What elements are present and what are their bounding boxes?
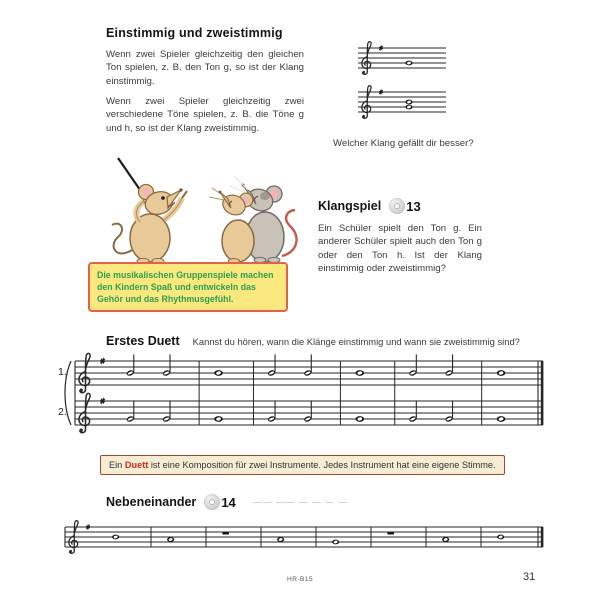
nebeneinander-heading-row xyxy=(106,494,348,510)
page-number: 31 xyxy=(523,571,536,583)
tip-box: Die musikalischen Gruppenspiele machen den Kindern Spaß und entwickeln das Gehör und das Rhythmusgefühl. xyxy=(88,262,288,312)
duett-info-term: Duett xyxy=(124,460,149,470)
cd-track-number: 13 xyxy=(406,198,421,214)
klangspiel-text: Ein Schüler spielt den Ton g. Ein anderer Schüler spielt auch den Ton g oder den Ton h. Ist der Klang einstimmig oder zweistimmig? xyxy=(318,223,482,275)
duett-info-prefix: Ein xyxy=(109,460,125,470)
staff-example-unison xyxy=(350,42,452,78)
footer-code: HR-B15 xyxy=(287,576,314,583)
tan-singer-mouse xyxy=(209,188,254,263)
duett-info-box xyxy=(100,455,505,475)
voice1-label: 1. xyxy=(58,366,67,378)
intro-paragraph-1: Wenn zwei Spieler gleichzeitig den gleichen Ton spielen, z. B. den Ton g, so ist der Klang einstimmig. xyxy=(106,49,304,87)
cd-icon xyxy=(389,198,405,214)
cd-icon xyxy=(204,494,220,510)
duet-staff-system xyxy=(55,353,550,437)
duett-heading: Erstes Duett xyxy=(106,334,180,348)
mice-illustration xyxy=(88,148,300,262)
klangspiel-heading: Klangspiel xyxy=(318,199,382,213)
intro-paragraph-2: Wenn zwei Spieler gleichzeitig zwei verschiedene Töne spielen, z. B. die Töne g und h, so ist der Klang zweistimmig. xyxy=(106,96,304,134)
placeholder-dashes: —— —— — — — — xyxy=(253,497,349,507)
page-title: Einstimmig und zweistimmig xyxy=(106,26,283,40)
duett-heading-row xyxy=(106,334,520,348)
example-question: Welcher Klang gefällt dir besser? xyxy=(333,138,474,149)
voice2-label: 2. xyxy=(58,406,67,418)
klangspiel-heading-row xyxy=(318,198,421,214)
conductor-mouse xyxy=(112,158,187,264)
nebeneinander-heading: Nebeneinander xyxy=(106,495,197,509)
cd-track-number: 14 xyxy=(221,494,236,510)
duett-question: Kannst du hören, wann die Klänge einstimmig und wann sie zweistimmig sind? xyxy=(192,336,520,347)
staff-example-twovoice xyxy=(350,86,452,122)
nebeneinander-staff xyxy=(55,520,550,556)
duett-info-suffix: ist eine Komposition für zwei Instrumente. Jedes Instrument hat eine eigene Stimme. xyxy=(148,460,496,470)
